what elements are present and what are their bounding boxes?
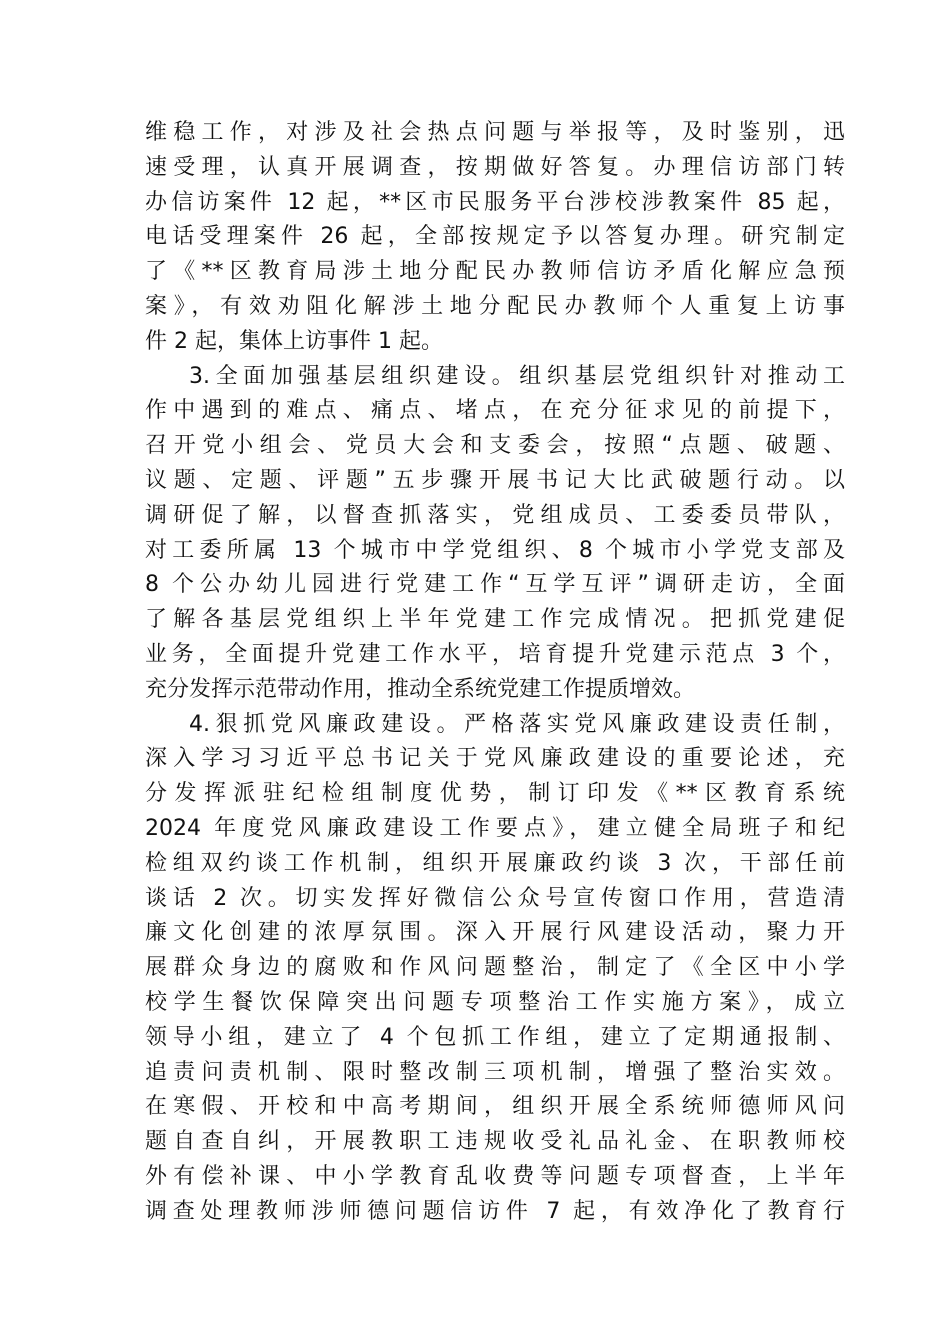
- text-line: 议题、定题、评题”五步骤开展书记大比武破题行动。以: [145, 467, 845, 493]
- text-line: 廉文化创建的浓厚氛围。深入开展行风建设活动，聚力开: [145, 920, 845, 946]
- text-line: 检组双约谈工作机制，组织开展廉政约谈 3 次，干部任前: [145, 850, 845, 876]
- text-line: 调研促了解，以督查抓落实，党组成员、工委委员带队，: [145, 502, 845, 528]
- text-line: 了解各基层党组织上半年党建工作完成情况。把抓党建促: [145, 607, 845, 633]
- text-line: 电话受理案件 26 起，全部按规定予以答复办理。研究制定: [145, 224, 845, 250]
- text-line: 维稳工作，对涉及社会热点问题与举报等，及时鉴别，迅: [145, 120, 845, 145]
- text-line: 4.狠抓党风廉政建设。严格落实党风廉政建设责任制，: [189, 711, 845, 737]
- text-line: 召开党小组会、党员大会和支委会，按照“点题、破题、: [145, 433, 845, 459]
- text-line: 作中遇到的难点、痛点、堵点，在充分征求见的前提下，: [145, 398, 845, 424]
- text-line: 2024 年度党风廉政建设工作要点》，建立健全局班子和纪: [145, 815, 845, 841]
- text-line: 业务，全面提升党建工作水平，培育提升党建示范点 3 个，: [145, 641, 845, 667]
- text-line: 案》，有效劝阻化解涉土地分配民办教师个人重复上访事: [145, 293, 845, 319]
- text-line: 谈话 2 次。切实发挥好微信公众号宣传窗口作用，营造清: [145, 885, 845, 911]
- text-line: 8 个公办幼儿园进行党建工作“互学互评”调研走访，全面: [145, 572, 845, 598]
- text-line: 校学生餐饮保障突出问题专项整治工作实施方案》，成立: [145, 989, 845, 1015]
- text-line: 在寒假、开校和中高考期间，组织开展全系统师德师风问: [145, 1094, 845, 1120]
- text-line: 领导小组，建立了 4 个包抓工作组，建立了定期通报制、: [145, 1024, 845, 1050]
- text-line: 对工委所属 13 个城市中学党组织、8 个城市小学党支部及: [145, 537, 845, 563]
- text-line: 展群众身边的腐败和作风问题整治，制定了《全区中小学: [145, 955, 845, 981]
- text-line: 追责问责机制、限时整改制三项机制，增强了整治实效。: [145, 1059, 845, 1085]
- text-line: 分发挥派驻纪检组制度优势，制订印发《**区教育系统: [145, 781, 845, 807]
- text-line: 速受理，认真开展调查，按期做好答复。办理信访部门转: [145, 154, 845, 180]
- text-line: 题自查自纠，开展教职工违规收受礼品礼金、在职教师校: [145, 1129, 845, 1155]
- text-line: 办信访案件 12 起，**区市民服务平台涉校涉教案件 85 起，: [145, 189, 845, 215]
- text-line: 调查处理教师涉师德问题信访件 7 起，有效净化了教育行: [145, 1198, 845, 1224]
- text-line: 了《**区教育局涉土地分配民办教师信访矛盾化解应急预: [145, 259, 845, 285]
- text-line: 充分发挥示范带动作用，推动全系统党建工作提质增效。: [145, 676, 696, 702]
- text-line: 件 2 起，集体上访事件 1 起。: [145, 328, 443, 354]
- text-line: 外有偿补课、中小学教育乱收费等问题专项督查，上半年: [145, 1163, 845, 1189]
- text-line: 深入学习习近平总书记关于党风廉政建设的重要论述，充: [145, 746, 845, 772]
- document-body: [145, 116, 845, 1230]
- text-line: 3.全面加强基层组织建设。组织基层党组织针对推动工: [189, 363, 845, 389]
